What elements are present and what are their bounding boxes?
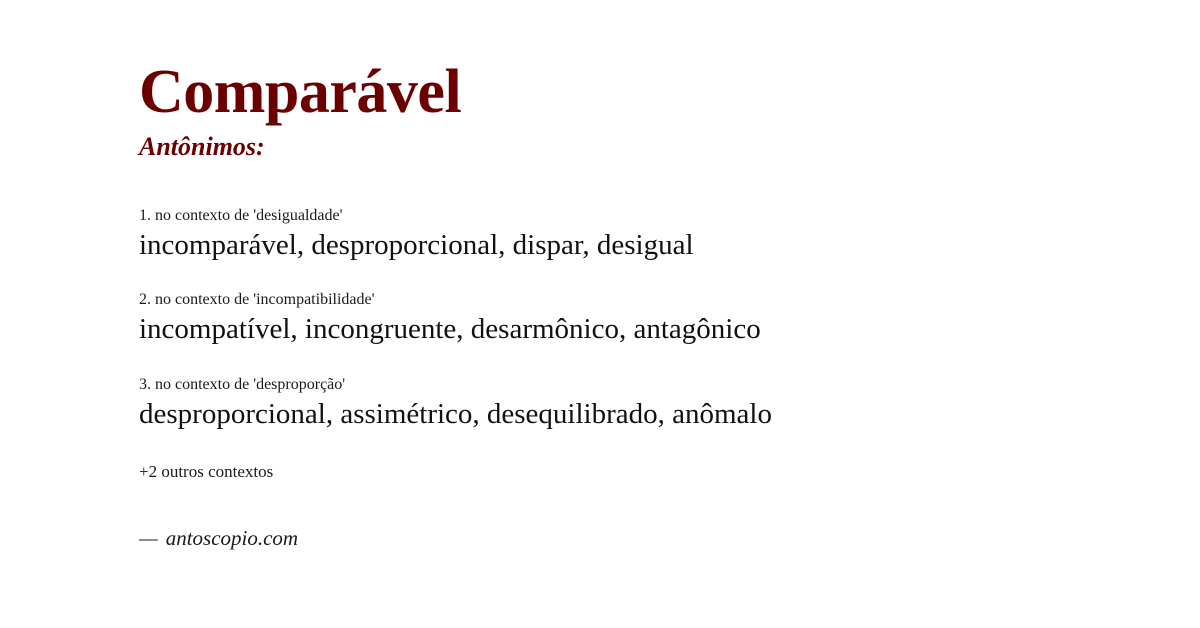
source-name: antoscopio.com [165,526,299,550]
sense-entry [139,375,1100,432]
source-dash: — [139,526,158,550]
source-attribution [139,526,1100,551]
page-title: Comparável [139,58,462,126]
sense-context: 1. no contexto de 'desigualdade' [139,206,343,224]
sense-words: desproporcional, assimétrico, desequilibrado, anômalo [139,397,772,430]
sense-entry [139,290,1100,347]
sense-words: incompatível, incongruente, desarmônico, antagônico [139,313,761,346]
sense-words: incomparável, desproporcional, dispar, desigual [139,228,694,261]
section-label: Antônimos: [139,132,265,162]
more-contexts-label: +2 outros contextos [139,462,274,481]
sense-context: 2. no contexto de 'incompatibilidade' [139,291,375,309]
sense-list [139,206,1100,432]
sense-entry [139,206,1100,263]
sense-context: 3. no contexto de 'desproporção' [139,375,346,393]
